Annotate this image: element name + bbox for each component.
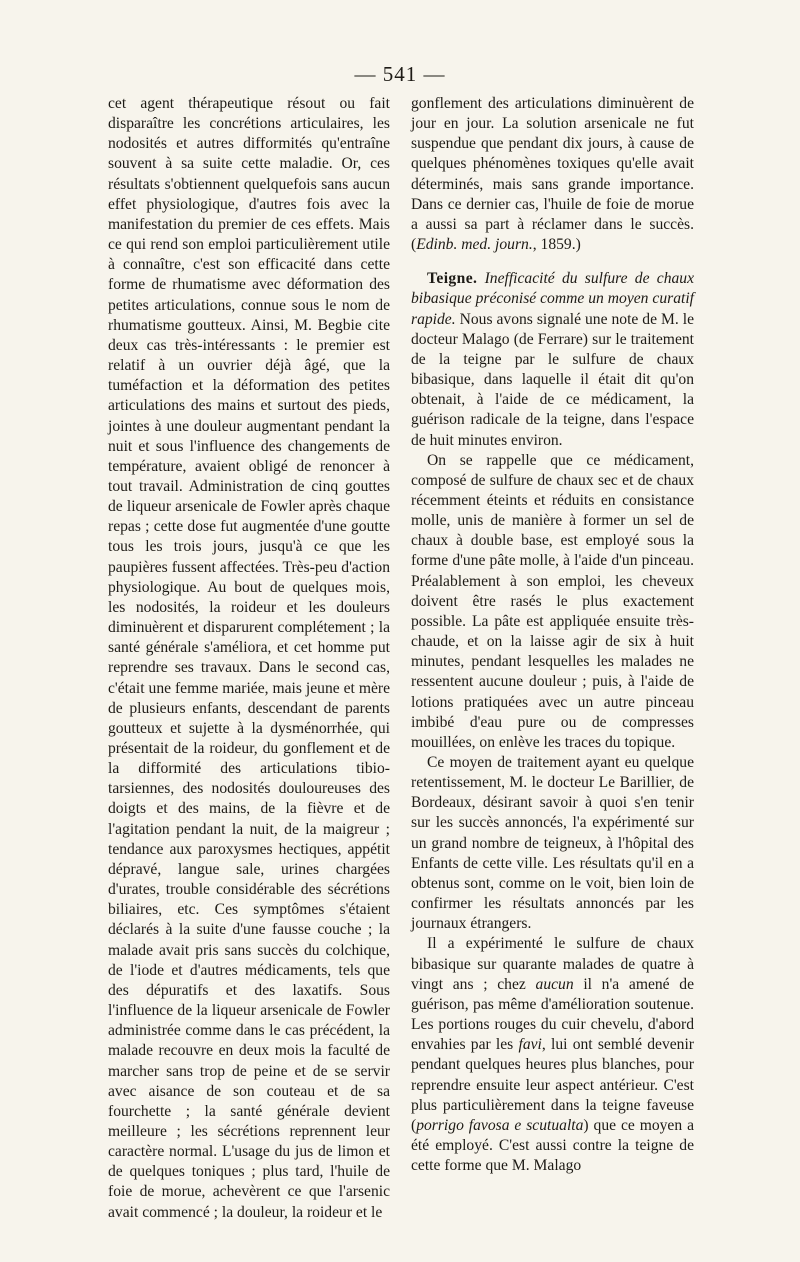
- body-paragraph: [411, 934, 694, 1176]
- section-heading: Teigne.: [427, 270, 478, 288]
- paragraph-text: ) que ce moyen a été employé. C'est aussi contre la teigne de cette forme que M. Malago: [411, 1116, 694, 1175]
- paragraph-text: , lui ont semblé devenir pendant quelques heures plus blanches, pour reprendre ensuite leur aspect antérieur. C'est plus particulièrement dans la teigne faveuse (: [411, 1036, 695, 1134]
- section-subtitle: Inefficacité du sulfure de chaux bibasique préconisé comme un moyen curatif rapide.: [411, 270, 695, 328]
- page-number: — 541 —: [354, 62, 446, 86]
- citation-journal: Edinb. med. journ.: [416, 236, 533, 254]
- latin-term: porrigo favosa e scutualta: [416, 1116, 584, 1134]
- citation-year: , 1859.): [532, 236, 581, 254]
- continuation-text: gonflement des articulations diminuèrent de jour en jour. La solution arsenicale ne fut suspendue que pendant dix jours, à cause de quelques phénomènes toxiques qu'elle avait déterminés, mais sans grande importance. Dans ce dernier cas, l'huile de foie de morue a aussi sa part à réclamer dans le succès. (: [411, 95, 694, 254]
- paragraph-text: Il a expérimenté le sulfure de chaux bibasique sur quarante malades de quatre à vingt ans ; chez: [411, 935, 694, 993]
- section-teigne-paragraph: [411, 269, 694, 450]
- left-column: [108, 94, 390, 1223]
- section-paragraph-text: Nous avons signalé une note de M. le docteur Malago (de Ferrare) sur le traitement de la teigne par le sulfure de chaux bibasique, dans laquelle il était dit qu'on obtenait, à l'aide de ce médicament, la guérison radicale de la teigne, dans l'espace de huit minutes environ.: [411, 310, 694, 449]
- paragraph-text: il n'a amené de guérison, pas même d'amélioration soutenue. Les portions rouges du cuir chevelu, d'abord envahies par les: [411, 975, 694, 1054]
- emphasis-aucun: aucun: [535, 975, 574, 993]
- continuation-paragraph: [411, 94, 694, 255]
- right-column: [411, 94, 694, 1176]
- body-paragraph: On se rappelle que ce médicament, composé de sulfure de chaux sec et de chaux récemment éteints et réduits en consistance molle, unis de manière à former un sel de chaux à double base, est employé sous la forme d'une pâte molle, à l'aide d'un pinceau. Préalablement à son emploi, les cheveux doivent être rasés le plus exactement possible. La pâte est appliquée ensuite très-chaude, et on la laisse agir de six à huit minutes, pendant lesquelles les malades ne ressentent aucune douleur ; puis, à l'aide de lotions pratiquées avec un autre pinceau imbibé d'eau pure ou de compresses mouillées, on enlève les traces du topique.: [411, 451, 694, 751]
- emphasis-favi: favi: [518, 1036, 542, 1054]
- body-paragraph: cet agent thérapeutique résout ou fait disparaître les concrétions articulaires, les nodosités et autres difformités qu'entraîne souvent à sa suite cette maladie. Or, ces résultats s'obtiennent quelquefois sans aucun effet physiologique, d'autres fois avec la manifestation du premier de ces effets. Mais ce qui rend son emploi particulièrement utile à connaître, c'est son efficacité dans cette forme de rhumatisme avec déformation des petites articulations, connue sous le nom de rhumatisme goutteux. Ainsi, M. Begbie cite deux cas très-intéressants : le premier est relatif à un ouvrier déjà âgé, que la tuméfaction et la déformation des petites articulations des mains et surtout des pieds, jointes à une douleur augmentant pendant la nuit et sous l'influence des changements de température, avaient obligé de renoncer à tout travail. Administration de cinq gouttes de liqueur arsenicale de Fowler après chaque repas ; cette dose fut augmentée d'une goutte tous les trois jours, jusqu'à ce que les paupières fussent affectées. Très-peu d'action physiologique. Au bout de quelques mois, les nodosités, la roideur et les douleurs diminuèrent et disparurent complétement ; la santé générale s'améliora, et cet homme put reprendre ses travaux. Dans le second cas, c'était une femme mariée, mais jeune et mère de plusieurs enfants, descendant de parents goutteux et sujette à la dysménorrhée, qui présentait de la roideur, du gonflement et de la difformité des articulations tibio-tarsiennes, des nodosités douloureuses des doigts et des mains, de la fièvre et de l'agitation pendant la nuit, de la maigreur ; tendance aux paroxysmes hectiques, appétit dépravé, langue sale, urines chargées d'urates, trouble considérable des sécrétions biliaires, etc. Ces symptômes s'étaient déclarés à la suite d'une fausse couche ; la malade avait pris sans succès du colchique, de l'iode et d'autres médicaments, tels que des dépuratifs et des laxatifs. Sous l'influence de la liqueur arsenicale de Fowler administrée comme dans le cas précédent, la malade recouvre en deux mois la faculté de marcher sans trop de peine et de se servir avec aisance de son couteau et de sa fourchette ; la santé générale devient meilleure ; les sécrétions reprennent leur caractère normal. L'usage du jus de limon et de quelques toniques ; plus tard, l'huile de foie de morue, achevèrent ce que l'arsenic avait commencé ; la douleur, la roideur et le: [108, 95, 390, 1221]
- body-paragraph: Ce moyen de traitement ayant eu quelque retentissement, M. le docteur Le Barillier, de Bordeaux, désirant savoir à quoi s'en tenir sur les succès annoncés, l'a expérimenté sur un grand nombre de teigneux, à l'hôpital des Enfants de cette ville. Les résultats qu'il en a obtenus sont, comme on le voit, bien loin de confirmer les résultats annoncés par les journaux étrangers.: [411, 754, 694, 933]
